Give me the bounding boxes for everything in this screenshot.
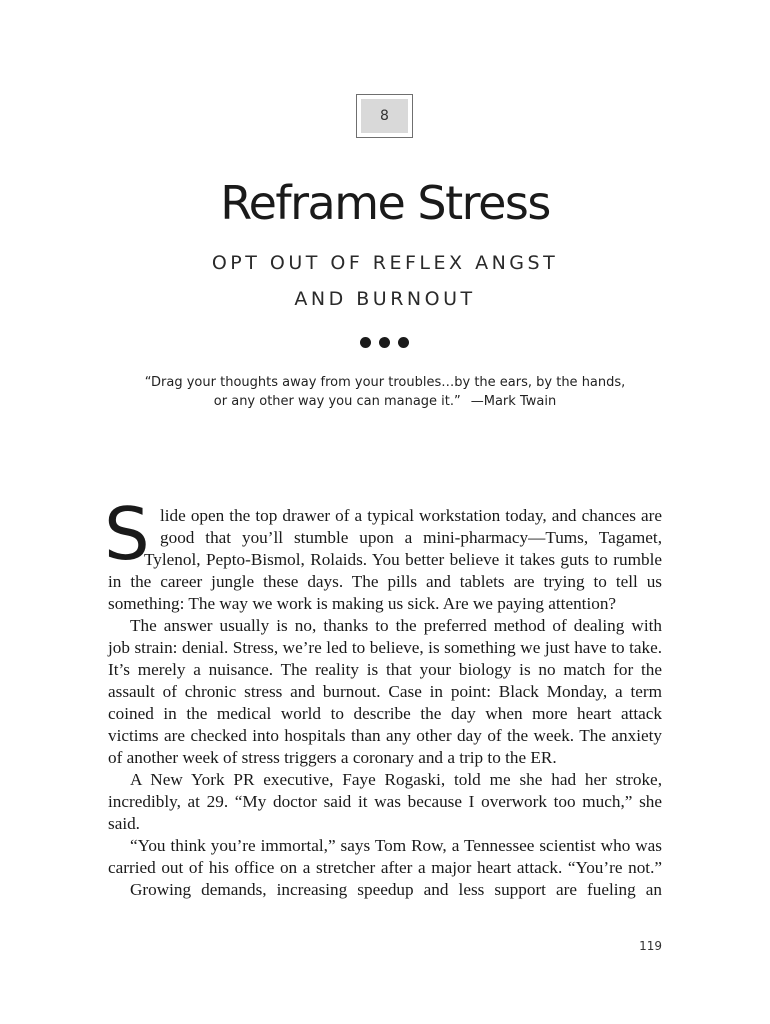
body-line: job strain: denial. Stress, we’re led to believe, is something we just have to take.	[108, 638, 662, 657]
epigraph-line-1: “Drag your thoughts away from your troubles…by the ears, by the hands,	[144, 375, 626, 390]
ornament-dot	[398, 337, 409, 348]
ornament-dot	[360, 337, 371, 348]
body-line: of another week of stress triggers a coronary and a trip to the ER.	[108, 748, 557, 767]
body-line: incredibly, at 29. “My doctor said it was because I overwork too much,” she	[108, 792, 662, 811]
body-line: victims are checked into hospitals than any other day of the week. The anxiety	[108, 726, 662, 745]
body-line: Growing demands, increasing speedup and less support are fueling an	[130, 880, 662, 899]
chapter-title: Reframe Stress	[220, 176, 550, 230]
page-number: 119	[639, 939, 662, 953]
chapter-subtitle-line-2: AND BURNOUT	[294, 288, 476, 310]
epigraph-attribution: —Mark Twain	[470, 394, 557, 409]
drop-cap: S	[104, 492, 150, 576]
body-line: in the career jungle these days. The pills and tablets are trying to tell us	[108, 572, 662, 591]
body-line: something: The way we work is making us sick. Are we paying attention?	[108, 594, 617, 613]
ornament-dot	[379, 337, 390, 348]
epigraph-line-2	[0, 392, 770, 411]
chapter-subtitle-line-1: OPT OUT OF REFLEX ANGST	[211, 252, 559, 274]
body-line: assault of chronic stress and burnout. Case in point: Black Monday, a term	[108, 682, 662, 701]
body-line: A New York PR executive, Faye Rogaski, told me she had her stroke,	[130, 770, 662, 789]
body-line: coined in the medical world to describe the day when more heart attack	[108, 704, 662, 723]
body-line: Tylenol, Pepto-Bismol, Rolaids. You better believe it takes guts to rumble	[144, 550, 662, 569]
body-line: lide open the top drawer of a typical workstation today, and chances are	[160, 506, 662, 525]
body-line: “You think you’re immortal,” says Tom Row, a Tennessee scientist who was	[130, 836, 662, 855]
body-line: The answer usually is no, thanks to the preferred method of dealing with	[130, 616, 662, 635]
epigraph-quote-end: or any other way you can manage it.”	[213, 394, 461, 409]
body-line: It’s merely a nuisance. The reality is that your biology is no match for the	[108, 660, 662, 679]
ornament-dots-divider	[360, 337, 410, 349]
chapter-number: 8	[361, 99, 408, 133]
chapter-number-box	[356, 94, 413, 138]
body-line: good that you’ll stumble upon a mini-pharmacy—Tums, Tagamet,	[160, 528, 662, 547]
body-line: carried out of his office on a stretcher after a major heart attack. “You’re not.”	[108, 858, 662, 877]
body-line: said.	[108, 814, 140, 833]
